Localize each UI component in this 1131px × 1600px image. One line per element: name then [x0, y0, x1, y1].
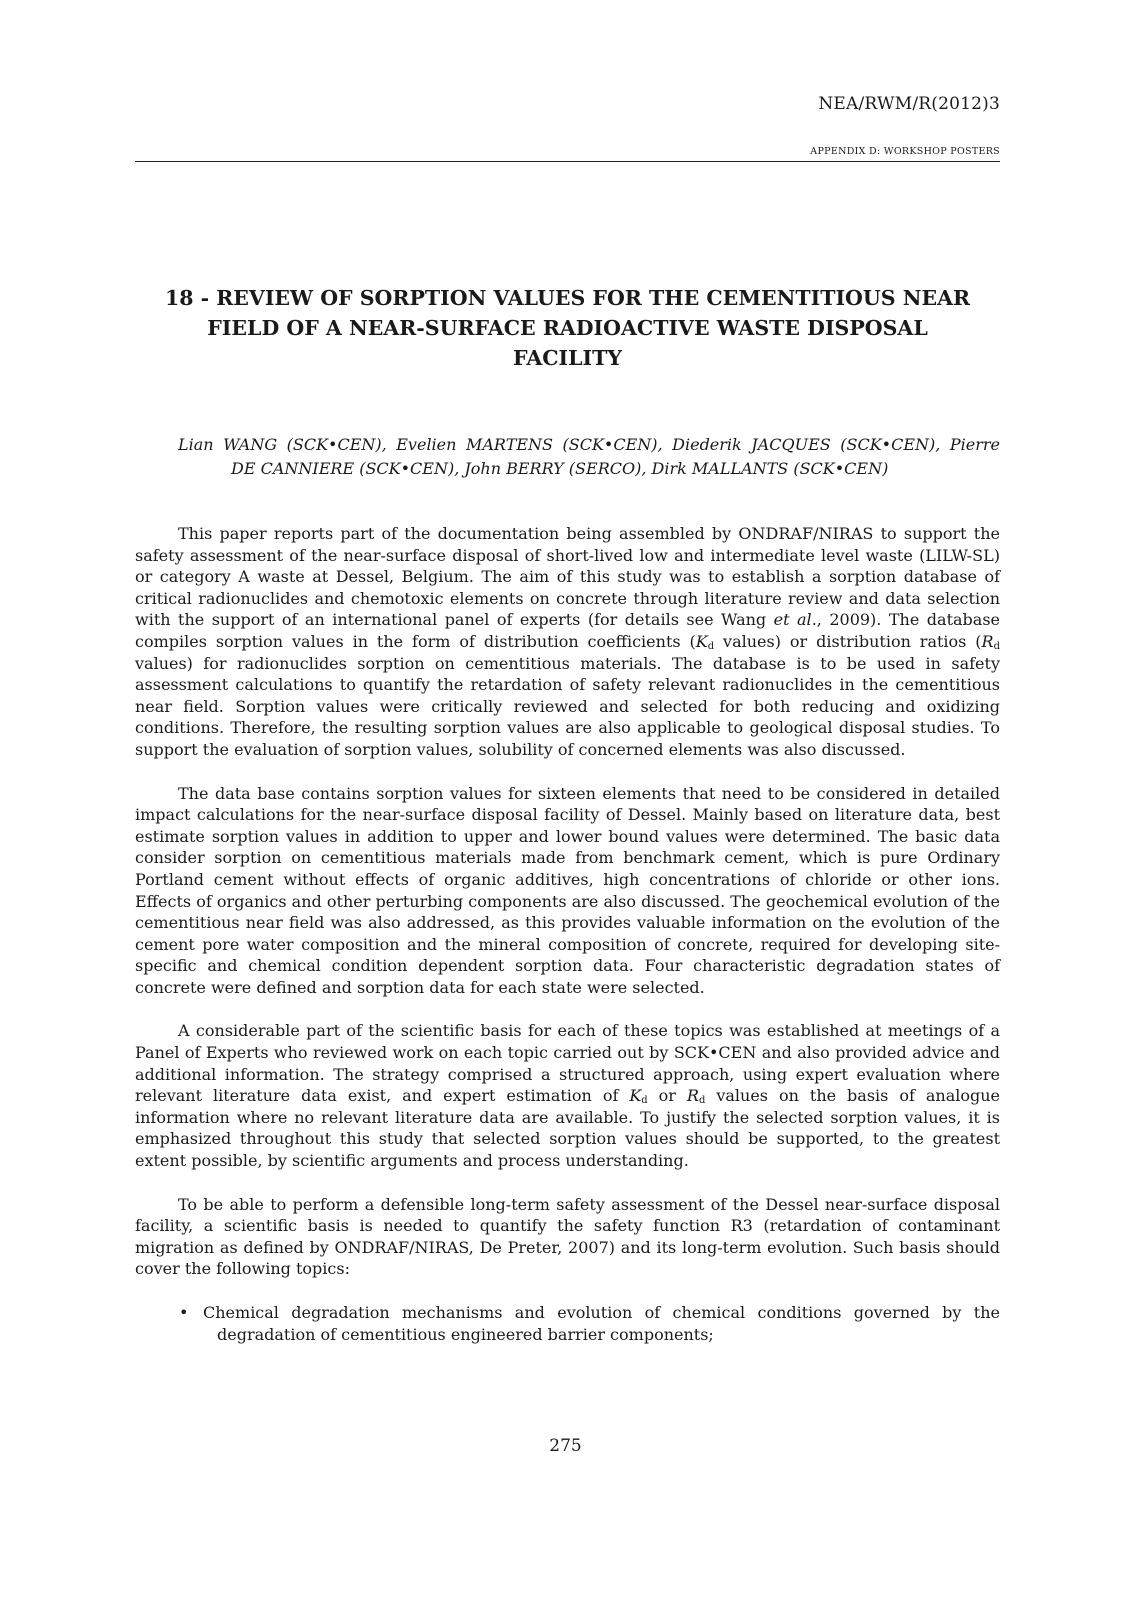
author-line: Lian WANG (SCK•CEN), Evelien MARTENS (SCK•CEN), Diederik JACQUES (SCK•CEN), Pierre — [178, 435, 1000, 454]
text-run: or — [647, 1086, 687, 1106]
rd-symbol: R — [686, 1086, 699, 1106]
rd-symbol: R — [981, 631, 994, 651]
text-run: This paper reports part of the documentation being assembled by ONDRAF/NIRAS to support the safety assessment of the near-surface disposal of short-lived low and intermediate level waste (LILW-SL) or category A waste at Dessel, Belgium. The aim of this study was to establish a sorption database of critical radionuclides and chemotoxic elements on concrete through literature review and data selection with the support of an international panel of experts (for details see Wang — [135, 524, 1000, 630]
paragraph: The data base contains sorption values for sixteen elements that need to be considered in detailed impact calculations for the near-surface disposal facility of Dessel. Mainly based on literature data, best estimate sorption values in addition to upper and lower bound values were determined. The basic data consider sorption on cementitious materials made from benchmark cement, which is pure Ordinary Portland cement without effects of organic additives, high concentrations of chloride or other ions. Effects of organics and other perturbing components are also discussed. The geochemical evolution of the cementitious near field was also addressed, as this provides valuable information on the evolution of the cement pore water composition and the mineral composition of concrete, required for developing site-specific and chemical condition dependent sorption data. Four characteristic degradation states of concrete were defined and sorption data for each state were selected. — [135, 783, 1000, 997]
author-list — [178, 433, 1000, 481]
kd-subscript: d — [641, 1095, 648, 1107]
list-item-text: Chemical degradation mechanisms and evolution of chemical conditions governed by the degradation of cementitious engineered barrier components; — [203, 1303, 1000, 1344]
text-run: values) or distribution ratios ( — [714, 631, 982, 651]
document-code: NEA/RWM/R(2012)3 — [818, 94, 1000, 114]
text-run: A considerable part of the scientific basis for each of these topics was established at meetings of a Panel of Experts who reviewed work on each topic carried out by SCK•CEN and also provided advice and additional information. The strategy comprised a structured approach, using expert evaluation where relevant literature data exist, and expert estimation of — [135, 1021, 1000, 1106]
appendix-label: APPENDIX D: WORKSHOP POSTERS — [810, 146, 1000, 157]
et-al: et al — [773, 610, 812, 630]
text-run: values on the basis of analogue information where no relevant literature data are available. To justify the selected sorption values, it is emphasized throughout this study that selected sorption values should be supported, to the greatest extent possible, by scientific arguments and process understanding. — [135, 1086, 1001, 1171]
list-item — [135, 1302, 1000, 1345]
header-rule — [135, 161, 1000, 162]
author-line: DE CANNIERE (SCK•CEN), John BERRY (SERCO), Dirk MALLANTS (SCK•CEN) — [231, 459, 889, 478]
bullet-icon: • — [179, 1303, 189, 1322]
paragraph — [135, 1020, 1000, 1171]
title-line: FACILITY — [512, 346, 623, 370]
paragraph — [135, 523, 1000, 761]
body-text — [135, 523, 1000, 1345]
kd-symbol: K — [629, 1086, 642, 1106]
rd-subscript: d — [993, 640, 1000, 652]
text-run: ., 2009). The database compiles sorption values in the form of distribution coefficients ( — [135, 610, 1001, 651]
rd-subscript: d — [698, 1095, 706, 1107]
paper-title — [135, 283, 1000, 373]
text-run: values) for radionuclides sorption on cementitious materials. The database is to be used in safety assessment calculations to quantify the retardation of safety relevant radionuclides in the cementitious near field. Sorption values were critically reviewed and selected for both reducing and oxidizing conditions. Therefore, the resulting sorption values are also applicable to geological disposal studies. To support the evaluation of sorption values, solubility of concerned elements was also discussed. — [135, 653, 1000, 759]
title-line: FIELD OF A NEAR-SURFACE RADIOACTIVE WASTE DISPOSAL — [207, 316, 928, 340]
page-number: 275 — [549, 1436, 582, 1456]
topic-list — [135, 1302, 1000, 1345]
kd-symbol: K — [695, 631, 708, 651]
kd-subscript: d — [707, 640, 715, 652]
paragraph: To be able to perform a defensible long-term safety assessment of the Dessel near-surface disposal facility, a scientific basis is needed to quantify the safety function R3 (retardation of contaminant migration as defined by ONDRAF/NIRAS, De Preter, 2007) and its long-term evolution. Such basis should cover the following topics: — [135, 1194, 1000, 1279]
title-line: 18 - REVIEW OF SORPTION VALUES FOR THE CEMENTITIOUS NEAR — [164, 286, 971, 310]
